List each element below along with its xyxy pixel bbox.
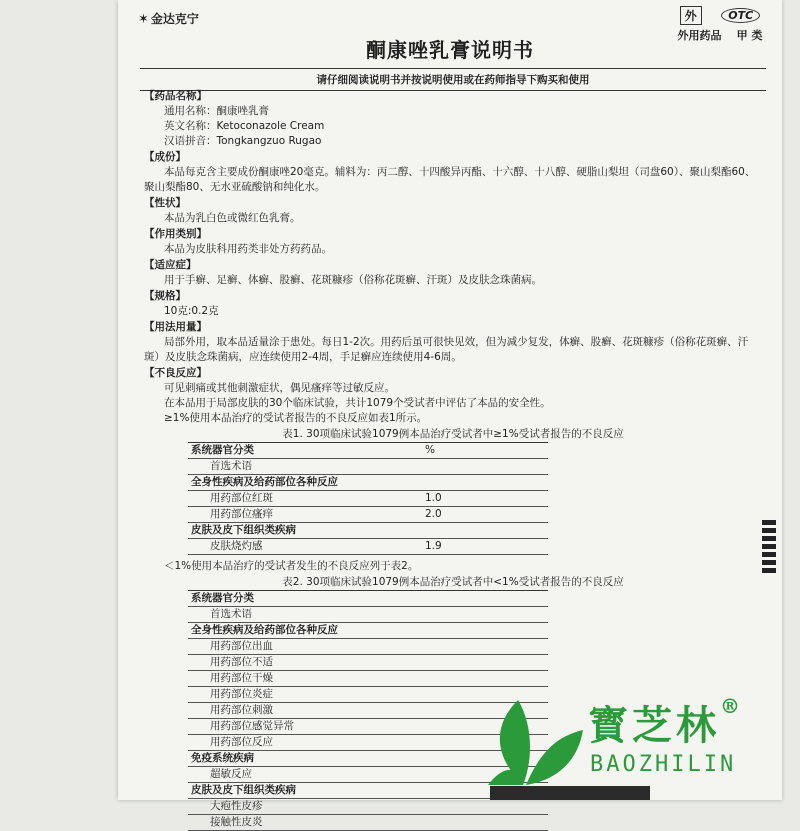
percent-cell	[422, 607, 548, 623]
document-title: 酮康唑乳膏说明书	[366, 38, 534, 62]
table-row	[188, 507, 548, 523]
preferred-term-cell: 首选术语	[188, 607, 422, 623]
leaf-icon	[478, 690, 588, 790]
percent-cell	[422, 623, 548, 639]
table-row	[188, 815, 548, 831]
organ-class-cell: 系统器官分类	[188, 591, 422, 607]
adverse-text-3: ≥1%使用本品治疗的受试者报告的不良反应如表1所示。	[164, 412, 428, 424]
barcode-strip	[762, 520, 776, 580]
section-header-spec: 【规格】	[144, 290, 186, 302]
watermark-logo	[478, 690, 788, 796]
percent-cell	[422, 523, 548, 539]
organ-class-cell: 全身性疾病及给药部位各种反应	[188, 475, 422, 491]
preferred-term-cell: 用药部位出血	[188, 639, 422, 655]
organ-class-cell: 皮肤及皮下组织类疾病	[188, 783, 422, 799]
table-row	[188, 623, 548, 639]
organ-class-cell: 皮肤及皮下组织类疾病	[188, 523, 422, 539]
table-row	[188, 655, 548, 671]
section-header-composition: 【成份】	[144, 151, 186, 163]
section-header-adverse: 【不良反应】	[144, 367, 207, 379]
preferred-term-cell: 用药部位干燥	[188, 671, 422, 687]
preferred-term-cell: 首选术语	[188, 459, 422, 475]
usage-text: 局部外用，取本品适量涂于患处。每日1-2次。用药后虽可很快见效，但为减少复发，体癣、股癣、花斑糠疹（俗称花斑癣、汗斑）及皮肤念珠菌病，应连续使用2-4周，手足癣应连续使用4-6周。	[144, 336, 749, 363]
external-use-caption: 外用药品	[677, 29, 722, 42]
usage-notice: 请仔细阅读说明书并按说明使用或在药师指导下购买和使用	[140, 68, 766, 91]
preferred-term-cell: 用药部位感觉异常	[188, 719, 422, 735]
table-row	[188, 491, 548, 507]
otc-class-caption: 甲 类	[736, 29, 763, 42]
table2-caption: 表2. 30项临床试验1079例本品治疗受试者中<1%受试者报告的不良反应	[282, 576, 624, 588]
preferred-term-cell: 接触性皮炎	[188, 815, 422, 831]
percent-cell	[422, 639, 548, 655]
generic-name: 通用名称：酮康唑乳膏	[164, 105, 269, 117]
table-row	[188, 799, 548, 815]
preferred-term-cell: 皮肤烧灼感	[188, 539, 422, 555]
table-row	[188, 459, 548, 475]
section-header-indications: 【适应症】	[144, 259, 197, 271]
table-row	[188, 443, 548, 459]
english-name: 英文名称：Ketoconazole Cream	[164, 120, 325, 132]
star-icon: ✶	[138, 12, 149, 27]
preferred-term-cell: 用药部位炎症	[188, 687, 422, 703]
composition-text: 本品每克含主要成份酮康唑20毫克。辅料为：丙二醇、十四酸异丙酯、十六醇、十八醇、硬脂山梨坦（司盘60）、聚山梨酯60、聚山梨酯80、无水亚硫酸钠和纯化水。	[144, 166, 756, 193]
adverse-table-1	[188, 442, 548, 555]
table-row	[188, 475, 548, 491]
brand-name: 金达克宁	[150, 12, 199, 26]
otc-badge: OTC	[721, 8, 760, 23]
leaflet-sheet	[118, 0, 782, 828]
preferred-term-cell: 用药部位不适	[188, 655, 422, 671]
organ-class-cell: 系统器官分类	[188, 443, 422, 459]
table-row	[188, 523, 548, 539]
preferred-term-cell: 用药部位刺激	[188, 703, 422, 719]
percent-cell: 1.0	[422, 491, 548, 507]
percent-cell	[422, 475, 548, 491]
percent-cell	[422, 655, 548, 671]
properties-text: 本品为乳白色或微红色乳膏。	[164, 212, 301, 224]
preferred-term-cell: 用药部位红斑	[188, 491, 422, 507]
adverse-text-1: 可见刺痛或其他刺激症状，偶见瘙痒等过敏反应。	[164, 382, 395, 394]
registered-mark: ®	[720, 694, 744, 718]
organ-class-cell: 全身性疾病及给药部位各种反应	[188, 623, 422, 639]
external-use-badge: 外	[680, 6, 702, 25]
table-row	[188, 639, 548, 655]
percent-cell	[422, 671, 548, 687]
table-row	[188, 539, 548, 555]
percent-cell	[422, 459, 548, 475]
table-row	[188, 671, 548, 687]
preferred-term-cell: 用药部位瘙痒	[188, 507, 422, 523]
table1-caption: 表1. 30项临床试验1079例本品治疗受试者中≥1%受试者报告的不良反应	[282, 428, 624, 440]
watermark-en: BAOZHILIN	[590, 752, 737, 777]
percent-cell	[422, 799, 548, 815]
section-header-category: 【作用类别】	[144, 228, 207, 240]
indications-text: 用于手癣、足癣、体癣、股癣、花斑糠疹（俗称花斑癣、汗斑）及皮肤念珠菌病。	[164, 274, 542, 286]
section-header-properties: 【性状】	[144, 197, 186, 209]
adverse-text-4: ＜1%使用本品治疗的受试者发生的不良反应列于表2。	[164, 560, 419, 572]
organ-class-cell: 免疫系统疾病	[188, 751, 422, 767]
percent-cell	[422, 815, 548, 831]
percent-cell: 1.9	[422, 539, 548, 555]
preferred-term-cell: 超敏反应	[188, 767, 422, 783]
preferred-term-cell: 用药部位反应	[188, 735, 422, 751]
preferred-term-cell: 大疱性皮疹	[188, 799, 422, 815]
watermark-cn: 寳芝林®	[588, 694, 744, 749]
percent-cell: 2.0	[422, 507, 548, 523]
spec-text: 10克:0.2克	[164, 305, 219, 317]
section-header-usage: 【用法用量】	[144, 321, 207, 333]
brand-logo	[138, 10, 199, 27]
pinyin-name: 汉语拼音：Tongkangzuo Rugao	[164, 135, 322, 147]
table-row	[188, 607, 548, 623]
percent-cell: %	[422, 443, 548, 459]
category-text: 本品为皮肤科用药类非处方药药品。	[164, 243, 332, 255]
section-header-name: 【药品名称】	[144, 90, 207, 102]
table-row	[188, 591, 548, 607]
adverse-text-2: 在本品用于局部皮肤的30个临床试验，共计1079个受试者中评估了本品的安全性。	[164, 397, 551, 409]
percent-cell	[422, 591, 548, 607]
